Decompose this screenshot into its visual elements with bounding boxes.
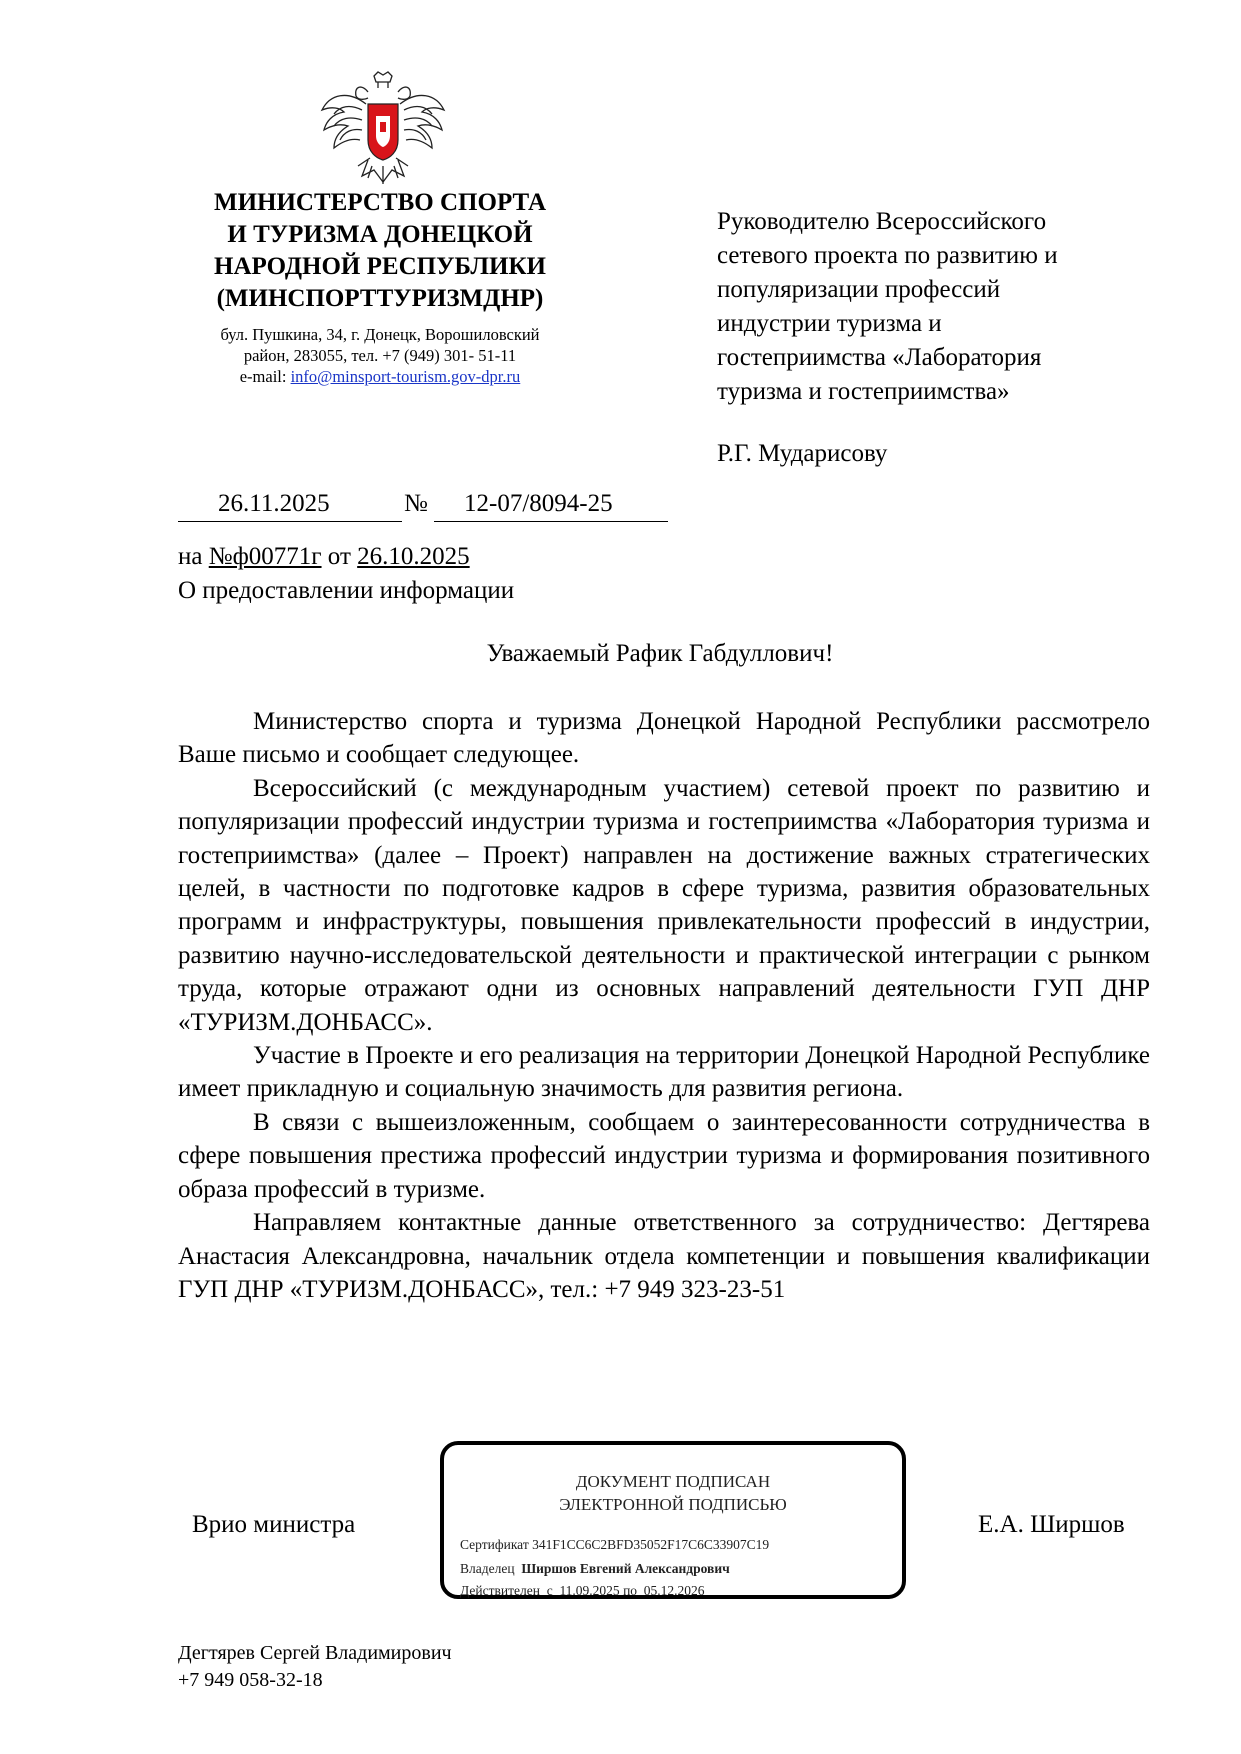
reference-line	[178, 540, 514, 574]
reference-block	[178, 540, 514, 608]
address-line: район, 283055, тел. +7 (949) 301- 51-11	[243, 346, 517, 365]
body-paragraph: В связи с вышеизложенным, сообщаем о заинтересованности сотрудничества в сфере повышения престижа профессий индустрии туризма и формирования позитивного образа профессий в туризме.	[178, 1108, 1150, 1203]
signatory-title: Врио министра	[192, 1511, 356, 1538]
addressee-block	[717, 205, 1187, 409]
addressee-line: Руководителю Всероссийского	[717, 208, 1047, 235]
letter-body	[178, 705, 1150, 1306]
email-line	[140, 366, 620, 387]
addressee-line: индустрии туризма и	[717, 310, 942, 337]
signatory-name: Е.А. Ширшов	[978, 1511, 1125, 1538]
stamp-owner	[460, 1561, 730, 1577]
organization-name-line: (МИНСПОРТТУРИЗМДНР)	[216, 285, 544, 312]
owner-label: Владелец	[460, 1561, 515, 1576]
ref-from: от	[321, 543, 358, 570]
registration-date: 26.11.2025	[218, 490, 330, 517]
valid-from: 11.09.2025	[559, 1583, 620, 1598]
email-link[interactable]: info@minsport-tourism.gov-dpr.ru	[290, 367, 521, 386]
addressee-line: популяризации профессий	[717, 276, 1001, 303]
greeting: Уважаемый Рафик Габдуллович!	[486, 640, 834, 667]
registration-line	[178, 490, 668, 522]
email-label: e-mail:	[239, 367, 291, 386]
valid-to-label: по	[623, 1583, 638, 1598]
valid-label: Действителен	[460, 1583, 540, 1598]
organization-name-line: МИНИСТЕРСТВО СПОРТА	[213, 189, 547, 216]
body-paragraph: Всероссийский (с международным участием) сетевой проект по развитию и популяризации профессий индустрии туризма и гостеприимства «Лаборатория туризма и гостеприимства» (далее – Проект) направлен на достижение важных стратегических целей, в частности по подготовке кадров в сфере туризма, развития образовательных программ и инфраструктуры, повышения привлекательности профессий в индустрии, развитию научно-исследовательской деятельности и практической интеграции с рынком труда, которые отражают одни из основных направлений деятельности ГУП ДНР «ТУРИЗМ.ДОНБАСС».	[178, 774, 1150, 1036]
executor-name: Дегтярев Сергей Владимирович	[178, 1642, 452, 1664]
electronic-signature-stamp	[440, 1441, 906, 1599]
coat-of-arms-icon	[318, 70, 448, 188]
addressee-name: Р.Г. Мударисову	[717, 440, 888, 467]
body-paragraph: Направляем контактные данные ответственного за сотрудничество: Дегтярева Анастасия Александровна, начальник отдела компетенции и повышения квалификации ГУП ДНР «ТУРИЗМ.ДОНБАСС», тел.: +7 949 323-23-51	[178, 1209, 1150, 1303]
addressee-line: сетевого проекта по развитию и	[717, 242, 1058, 269]
organization-name	[140, 187, 620, 315]
body-paragraph: Участие в Проекте и его реализация на территории Донецкой Народной Республике имеет прикладную и социальную значимость для развития региона.	[178, 1042, 1150, 1103]
cert-number: 341F1CC6C2BFD35052F17C6C33907C19	[532, 1537, 770, 1552]
number-underline	[434, 521, 668, 522]
organization-address	[140, 324, 620, 387]
owner-name: Ширшов Евгений Александрович	[521, 1561, 730, 1576]
address-line: бул. Пушкина, 34, г. Донецк, Ворошиловский	[220, 325, 540, 344]
date-underline	[178, 521, 402, 522]
stamp-heading: ЭЛЕКТРОННОЙ ПОДПИСЬЮ	[559, 1495, 787, 1514]
registration-number: 12-07/8094-25	[464, 490, 613, 517]
body-paragraph: Министерство спорта и туризма Донецкой Народной Республики рассмотрело Ваше письмо и сообщает следующее.	[178, 708, 1150, 769]
organization-name-line: И ТУРИЗМА ДОНЕЦКОЙ	[227, 221, 533, 248]
number-sign: №	[404, 490, 428, 517]
addressee-line: гостеприимства «Лаборатория	[717, 344, 1042, 371]
ref-date: 26.10.2025	[357, 543, 470, 570]
organization-name-line: НАРОДНОЙ РЕСПУБЛИКИ	[214, 253, 546, 280]
valid-from-label: с	[546, 1583, 553, 1598]
ref-prefix: на	[178, 543, 209, 570]
executor-phone: +7 949 058-32-18	[178, 1669, 323, 1691]
addressee-line: туризма и гостеприимства»	[717, 378, 1010, 405]
stamp-validity	[460, 1583, 705, 1599]
valid-to: 05.12.2026	[643, 1583, 705, 1598]
stamp-certificate	[460, 1537, 769, 1553]
subject-line: О предоставлении информации	[178, 577, 515, 604]
stamp-heading: ДОКУМЕНТ ПОДПИСАН	[575, 1472, 771, 1491]
ref-number: №ф00771г	[208, 543, 322, 570]
executor-block	[178, 1640, 452, 1694]
cert-label: Сертификат	[460, 1537, 529, 1552]
